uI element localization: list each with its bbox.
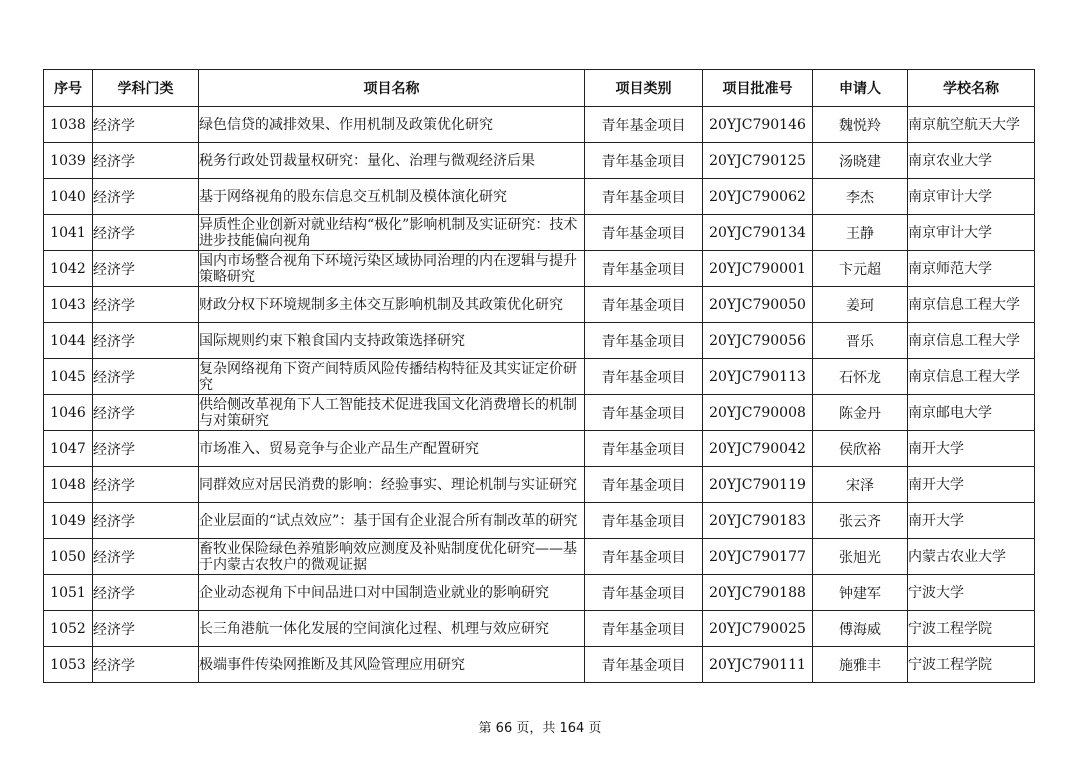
table-row: [44, 611, 1035, 647]
approval-number-cell: 20YJC790056: [703, 323, 813, 359]
school-cell-text: 南京航空航天大学: [908, 116, 1020, 133]
approval-number-cell: 20YJC790134: [703, 215, 813, 251]
applicant-cell: 陈金丹: [813, 395, 908, 431]
project-name-cell: [199, 359, 585, 395]
project-name-cell-text: 市场准入、贸易竞争与企业产品生产配置研究: [199, 440, 479, 457]
row-number: 1048: [44, 467, 93, 503]
applicant-cell: 钟建军: [813, 575, 908, 611]
project-type-cell: 青年基金项目: [585, 359, 703, 395]
school-cell-text: 南京师范大学: [908, 260, 992, 277]
approval-number-cell: 20YJC790050: [703, 287, 813, 323]
table-row: [44, 179, 1035, 215]
table-row: [44, 251, 1035, 287]
project-name-cell: [199, 503, 585, 539]
subject-cell: 经济学: [93, 431, 199, 467]
subject-cell: 经济学: [93, 647, 199, 683]
project-name-cell-text: 供给侧改革视角下人工智能技术促进我国文化消费增长的机制与对策研究: [199, 396, 577, 429]
project-name-cell-text: 绿色信贷的减排效果、作用机制及政策优化研究: [199, 116, 493, 133]
project-type-cell: 青年基金项目: [585, 215, 703, 251]
project-name-cell-text: 复杂网络视角下资产间特质风险传播结构特征及其实证定价研究: [199, 360, 577, 393]
table-row: [44, 431, 1035, 467]
table-row: [44, 359, 1035, 395]
project-name-cell-text: 畜牧业保险绿色养殖影响效应测度及补贴制度优化研究——基于内蒙古农牧户的微观证据: [199, 540, 577, 573]
subject-cell: 经济学: [93, 467, 199, 503]
approval-number-cell: 20YJC790183: [703, 503, 813, 539]
applicant-cell: 姜珂: [813, 287, 908, 323]
school-cell-text: 宁波工程学院: [908, 656, 992, 673]
approval-number-cell: 20YJC790177: [703, 539, 813, 575]
approval-number-cell: 20YJC790062: [703, 179, 813, 215]
project-type-cell: 青年基金项目: [585, 251, 703, 287]
school-cell-text: 宁波工程学院: [908, 620, 992, 637]
project-type-cell: 青年基金项目: [585, 503, 703, 539]
school-cell: [908, 395, 1035, 431]
approval-number-cell: 20YJC790111: [703, 647, 813, 683]
subject-cell: 经济学: [93, 395, 199, 431]
subject-cell: 经济学: [93, 323, 199, 359]
header-no: 序号: [44, 70, 93, 107]
project-name-cell-text: 极端事件传染网推断及其风险管理应用研究: [199, 656, 465, 673]
project-name-cell-text: 企业层面的“试点效应”：基于国有企业混合所有制改革的研究: [199, 512, 578, 529]
row-number: 1043: [44, 287, 93, 323]
row-number: 1053: [44, 647, 93, 683]
row-number: 1040: [44, 179, 93, 215]
applicant-cell: 侯欣裕: [813, 431, 908, 467]
row-number: 1046: [44, 395, 93, 431]
row-number: 1039: [44, 143, 93, 179]
row-number: 1041: [44, 215, 93, 251]
subject-cell: 经济学: [93, 611, 199, 647]
row-number: 1042: [44, 251, 93, 287]
table-row: [44, 575, 1035, 611]
project-name-cell: [199, 143, 585, 179]
project-name-cell: [199, 107, 585, 143]
school-cell: [908, 611, 1035, 647]
project-type-cell: 青年基金项目: [585, 107, 703, 143]
school-cell: [908, 539, 1035, 575]
subject-cell: 经济学: [93, 107, 199, 143]
school-cell-text: 南京信息工程大学: [908, 368, 1020, 385]
project-name-cell: [199, 251, 585, 287]
school-cell-text: 南开大学: [908, 476, 964, 493]
school-cell-text: 内蒙古农业大学: [908, 548, 1006, 565]
row-number: 1050: [44, 539, 93, 575]
header-subject: 学科门类: [93, 70, 199, 107]
table-row: [44, 395, 1035, 431]
subject-cell: 经济学: [93, 179, 199, 215]
subject-cell: 经济学: [93, 287, 199, 323]
subject-cell: 经济学: [93, 215, 199, 251]
table-body: [44, 107, 1035, 683]
school-cell: [908, 647, 1035, 683]
header-school: 学校名称: [908, 70, 1035, 107]
applicant-cell: 石怀龙: [813, 359, 908, 395]
project-name-cell-text: 财政分权下环境规制多主体交互影响机制及其政策优化研究: [199, 296, 563, 313]
project-name-cell-text: 国内市场整合视角下环境污染区域协同治理的内在逻辑与提升策略研究: [199, 252, 577, 285]
row-number: 1044: [44, 323, 93, 359]
project-type-cell: 青年基金项目: [585, 647, 703, 683]
applicant-cell: 施雅丰: [813, 647, 908, 683]
project-name-cell: [199, 467, 585, 503]
table-row: [44, 647, 1035, 683]
approval-number-cell: 20YJC790113: [703, 359, 813, 395]
table-row: [44, 215, 1035, 251]
school-cell-text: 宁波大学: [908, 584, 964, 601]
project-name-cell: [199, 215, 585, 251]
project-type-cell: 青年基金项目: [585, 431, 703, 467]
project-name-cell: [199, 287, 585, 323]
applicant-cell: 卞元超: [813, 251, 908, 287]
school-cell: [908, 503, 1035, 539]
project-name-cell: [199, 323, 585, 359]
school-cell-text: 南京信息工程大学: [908, 332, 1020, 349]
project-name-cell: [199, 431, 585, 467]
project-name-cell: [199, 539, 585, 575]
school-cell: [908, 215, 1035, 251]
project-name-cell-text: 异质性企业创新对就业结构“极化”影响机制及实证研究：技术进步技能偏向视角: [199, 216, 578, 249]
approval-number-cell: 20YJC790008: [703, 395, 813, 431]
table-row: [44, 143, 1035, 179]
school-cell: [908, 323, 1035, 359]
school-cell: [908, 575, 1035, 611]
school-cell-text: 南京农业大学: [908, 152, 992, 169]
applicant-cell: 晋乐: [813, 323, 908, 359]
school-cell-text: 南京信息工程大学: [908, 296, 1020, 313]
school-cell: [908, 251, 1035, 287]
project-type-cell: 青年基金项目: [585, 143, 703, 179]
approval-number-cell: 20YJC790188: [703, 575, 813, 611]
table-row: [44, 287, 1035, 323]
subject-cell: 经济学: [93, 251, 199, 287]
project-table: [43, 69, 1035, 683]
subject-cell: 经济学: [93, 539, 199, 575]
project-name-cell: [199, 575, 585, 611]
school-cell: [908, 107, 1035, 143]
applicant-cell: 魏悦羚: [813, 107, 908, 143]
project-name-cell: [199, 395, 585, 431]
project-type-cell: 青年基金项目: [585, 539, 703, 575]
subject-cell: 经济学: [93, 503, 199, 539]
applicant-cell: 李杰: [813, 179, 908, 215]
school-cell-text: 南开大学: [908, 440, 964, 457]
project-type-cell: 青年基金项目: [585, 467, 703, 503]
applicant-cell: 汤晓建: [813, 143, 908, 179]
school-cell: [908, 467, 1035, 503]
applicant-cell: 傅海威: [813, 611, 908, 647]
row-number: 1038: [44, 107, 93, 143]
school-cell-text: 南京邮电大学: [908, 404, 992, 421]
table-row: [44, 503, 1035, 539]
project-type-cell: 青年基金项目: [585, 575, 703, 611]
subject-cell: 经济学: [93, 143, 199, 179]
project-name-cell: [199, 179, 585, 215]
school-cell: [908, 287, 1035, 323]
subject-cell: 经济学: [93, 575, 199, 611]
subject-cell: 经济学: [93, 359, 199, 395]
project-name-cell-text: 企业动态视角下中间品进口对中国制造业就业的影响研究: [199, 584, 549, 601]
applicant-cell: 张旭光: [813, 539, 908, 575]
table-row: [44, 467, 1035, 503]
row-number: 1045: [44, 359, 93, 395]
project-name-cell-text: 国际规则约束下粮食国内支持政策选择研究: [199, 332, 465, 349]
row-number: 1051: [44, 575, 93, 611]
approval-number-cell: 20YJC790146: [703, 107, 813, 143]
row-number: 1049: [44, 503, 93, 539]
table-row: [44, 107, 1035, 143]
header-project-type: 项目类别: [585, 70, 703, 107]
school-cell-text: 南京审计大学: [908, 188, 992, 205]
applicant-cell: 王静: [813, 215, 908, 251]
project-name-cell-text: 同群效应对居民消费的影响：经验事实、理论机制与实证研究: [199, 476, 577, 493]
page-footer: 第 66 页，共 164 页: [478, 721, 602, 736]
row-number: 1047: [44, 431, 93, 467]
approval-number-cell: 20YJC790001: [703, 251, 813, 287]
project-type-cell: 青年基金项目: [585, 395, 703, 431]
project-name-cell-text: 基于网络视角的股东信息交互机制及模体演化研究: [199, 188, 507, 205]
approval-number-cell: 20YJC790025: [703, 611, 813, 647]
school-cell: [908, 359, 1035, 395]
project-name-cell: [199, 611, 585, 647]
row-number: 1052: [44, 611, 93, 647]
school-cell: [908, 143, 1035, 179]
header-project-name: 项目名称: [199, 70, 585, 107]
project-type-cell: 青年基金项目: [585, 611, 703, 647]
header-approval-number: 项目批准号: [703, 70, 813, 107]
approval-number-cell: 20YJC790119: [703, 467, 813, 503]
applicant-cell: 宋泽: [813, 467, 908, 503]
project-name-cell-text: 长三角港航一体化发展的空间演化过程、机理与效应研究: [199, 620, 549, 637]
school-cell-text: 南开大学: [908, 512, 964, 529]
table-row: [44, 323, 1035, 359]
table-header-row: [44, 70, 1035, 107]
approval-number-cell: 20YJC790125: [703, 143, 813, 179]
project-type-cell: 青年基金项目: [585, 287, 703, 323]
project-name-cell: [199, 647, 585, 683]
project-type-cell: 青年基金项目: [585, 323, 703, 359]
school-cell: [908, 431, 1035, 467]
applicant-cell: 张云齐: [813, 503, 908, 539]
project-name-cell-text: 税务行政处罚裁量权研究：量化、治理与微观经济后果: [199, 152, 535, 169]
school-cell-text: 南京审计大学: [908, 224, 992, 241]
approval-number-cell: 20YJC790042: [703, 431, 813, 467]
header-applicant: 申请人: [813, 70, 908, 107]
table-row: [44, 539, 1035, 575]
project-type-cell: 青年基金项目: [585, 179, 703, 215]
school-cell: [908, 179, 1035, 215]
